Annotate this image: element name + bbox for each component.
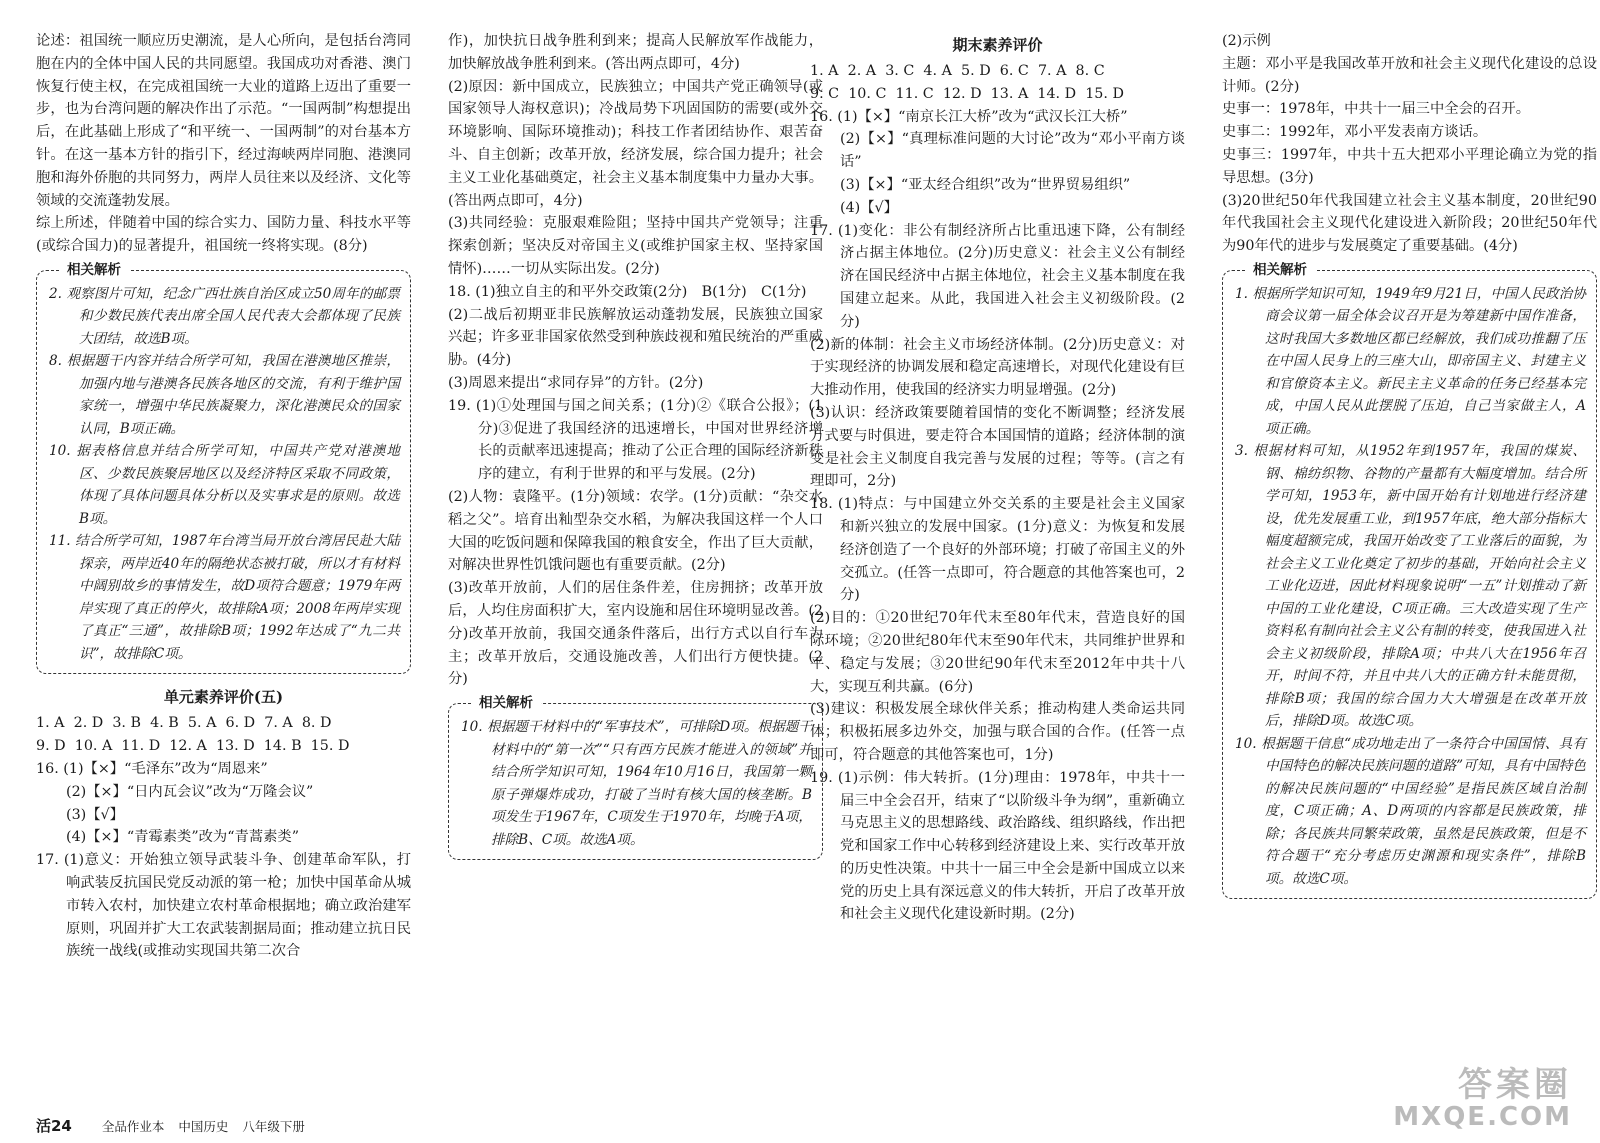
analysis-box — [1222, 261, 1597, 900]
analysis-box-title: 相关解析 — [1245, 260, 1315, 280]
answer-paragraph: (2)原因：新中国成立，民族独立；中国共产党正确领导(或国家领导人海权意识)；冷战局势下巩固国防的需要(或外交环境影响、国际环境推动)；科技工作者团结协作、艰苦奋斗、自主创新；改革开放，经济发展，综合国力提升；社会主义工业化基础奠定，社会主义基本制度集中力量办大事。(答出两点即可，4分) — [448, 78, 823, 209]
answer-paragraph: 18. (1)特点：与中国建立外交关系的主要是社会主义国家和新兴独立的发展中国家。(1分)意义：为恢复和发展经济创造了一个良好的外部环境；打破了帝国主义的外交孤立。(任答一点即可，符合题意的其他答案也可，2分) — [810, 496, 1185, 604]
column-1 — [36, 30, 411, 963]
essay-paragraph: 论述：祖国统一顺应历史潮流，是人心所向，是包括台湾同胞在内的全体中国人民的共同愿望。我国成功对香港、澳门恢复行使主权，在完成祖国统一大业的道路上迈出了重要一步，也为台湾问题的解决作出了示范。“一国两制”构想提出后，在此基础上形成了“和平统一、一国两制”的对台基本方针。在这一基本方针的指引下，经过海峡两岸同胞、港澳同胞和海外侨胞的共同努力，两岸人员往来以及经济、文化等领域的交流蓬勃发展。 — [36, 33, 411, 209]
analysis-item: 10. 根据题干信息“成功地走出了一条符合中国国情、具有中国特色的解决民族问题的道路”可知，具有中国特色的解决民族问题的“中国经验”是指民族区域自治制度，C项正确；A、D两项的内容都是民族政策，排除；各民族共同繁荣政策，虽然是民族政策，但是不符合题干“充分考虑历史渊源和现实条件”，排除B项。故选C项。 — [1235, 735, 1586, 887]
answer-row: 1. A 2. D 3. B 4. B 5. A 6. D 7. A 8. D — [36, 715, 332, 732]
analysis-box — [448, 695, 823, 860]
analysis-item: 10. 根据题干材料中的“军事技术”，可排除D项。根据题干材料中的“第一次”“只有西方民族才能进入的领域”并结合所学知识可知，1964年10月16日，我国第一颗原子弹爆炸成功，打破了当时有核大国的核垄断。B项发生于1967年，C项发生于1970年，均晚于A项，排除B、C项。故选A项。 — [461, 719, 812, 848]
q16-line: (4)【√】 — [840, 199, 898, 216]
column-4 — [1222, 30, 1597, 909]
essay-paragraph: 综上所述，伴随着中国的综合实力、国防力量、科技水平等(或综合国力)的显著提升，祖国统一终将实现。(8分) — [36, 215, 411, 255]
watermark-url: MXQE.COM — [1393, 1102, 1572, 1132]
q16-line: (4)【×】“青霉素类”改为“青蒿素类” — [66, 829, 300, 846]
q16-line: (2)【×】“日内瓦会议”改为“万隆会议” — [66, 783, 314, 800]
q16-line: (3)【×】“亚太经合组织”改为“世界贸易组织” — [840, 176, 1131, 193]
answer-paragraph: 17. (1)变化：非公有制经济所占比重迅速下降，公有制经济占据主体地位。(2分)历史意义：社会主义公有制经济在国民经济中占据主体地位，社会主义基本制度在我国建立起来。从此，我国进入社会主义初级阶段。(2分) — [810, 222, 1185, 330]
answer-paragraph: (3)20世纪50年代我国建立社会主义基本制度，20世纪90年代我国社会主义现代化建设进入新阶段；20世纪50年代为90年代的进步与发展奠定了重要基础。(4分) — [1222, 192, 1597, 255]
analysis-box-title: 相关解析 — [471, 693, 541, 713]
subject-name: 中国历史 — [178, 1119, 229, 1134]
answer-paragraph: 史事三：1997年，中共十五大把邓小平理论确立为党的指导思想。(3分) — [1222, 146, 1597, 186]
analysis-item: 3. 根据材料可知，从1952年到1957年，我国的煤炭、钢、棉纺织物、谷物的产量都有大幅度增加。结合所学可知，1953年，新中国开始有计划地进行经济建设，优先发展重工业，到1957年底，绝大部分指标大幅度超额完成，我国开始改变了工业落后的面貌，为社会主义工业化奠定了初步的基础，开始向社会主义工业化迈进，因此材料现象说明“一五”计划推动了新中国的工业化建设，C项正确。三大改造实现了生产资料私有制向社会主义公有制的转变，使我国进入社会主义初级阶段，排除A项；中共八大在1956年召开，时间不符，并且中共八大的正确方针未能贯彻，排除B项；我国的综合国力大大增强是在改革开放后，排除D项。故选C项。 — [1235, 443, 1586, 730]
page-footer — [36, 1115, 315, 1137]
section-heading: 期末素养评价 — [952, 36, 1043, 54]
answer-row: 9. D 10. A 11. D 12. A 13. D 14. B 15. D — [36, 738, 350, 755]
analysis-item: 11. 结合所学可知，1987年台湾当局开放台湾居民赴大陆探亲，两岸近40年的隔绝状态被打破，所以才有材料中阔别故乡的事情发生，故D项符合题意；1979年两岸实现了真正的停火，故排除A项；2008年两岸实现了真正“三通”，故排除B项；1992年达成了“九二共识”，故排除C项。 — [49, 533, 400, 662]
answer-paragraph: (3)共同经验：克服艰难险阻；坚持中国共产党领导；注重探索创新；坚决反对帝国主义(或维护国家主权、坚持家国情怀)……一切从实际出发。(2分) — [448, 215, 823, 277]
answer-paragraph: 19. (1)示例：伟大转折。(1分)理由：1978年，中共十一届三中全会召开，结束了“以阶级斗争为纲”，重新确立马克思主义的思想路线、政治路线、组织路线，作出把党和国家工作中心转移到经济建设上来、实行改革开放的历史性决策。中共十一届三中全会是新中国成立以来党的历史上具有深远意义的伟大转折，开启了改革开放和社会主义现代化建设新时期。(2分) — [810, 769, 1185, 923]
answer-row: 9. C 10. C 11. C 12. D 13. A 14. D 15. D — [810, 85, 1124, 102]
answer-paragraph: (2)人物：袁隆平。(1分)领域：农学。(1分)贡献：“杂交水稻之父”。培育出籼型杂交水稻，为解决我国这样一个人口大国的吃饭问题和保障我国的粮食安全，作出了巨大贡献，对解决世界性饥饿问题也有重要贡献。(2分) — [448, 488, 823, 574]
analysis-box-title: 相关解析 — [59, 260, 129, 280]
answer-paragraph: (3)改革开放前，人们的居住条件差，住房拥挤；改革开放后，人均住房面积扩大，室内设施和居住环境明显改善。(2分)改革开放前，我国交通条件落后，出行方式以自行车为主；改革开放后，交通设施改善，人们出行方便快捷。(2分) — [448, 580, 823, 688]
analysis-item: 2. 观察图片可知，纪念广西壮族自治区成立50周年的邮票和少数民族代表出席全国人民代表大会都体现了民族大团结，故选B项。 — [49, 285, 400, 347]
q17-paragraph: 17. (1)意义：开始独立领导武装斗争、创建革命军队，打响武装反抗国民党反动派的第一枪；加快中国革命从城市转入农村，加快建立农村革命根据地；确立政治建军原则，巩固并扩大工农武装割据局面；推动建立抗日民族统一战线(或推动实现国共第二次合 — [36, 852, 411, 960]
answer-paragraph: 18. (1)独立自主的和平外交政策(2分) B(1分) C(1分) — [448, 283, 807, 300]
answer-row: 1. A 2. A 3. C 4. A 5. D 6. C 7. A 8. C — [810, 63, 1105, 79]
answer-paragraph: 史事一：1978年，中共十一届三中全会的召开。 — [1222, 101, 1531, 118]
q16-line: 16. (1)【×】“毛泽东”改为“周恩来” — [36, 761, 268, 778]
answer-paragraph: 主题：邓小平是我国改革开放和社会主义现代化建设的总设计师。(2分) — [1222, 55, 1597, 95]
analysis-box — [36, 261, 411, 675]
q16-line: (3)【√】 — [66, 806, 124, 823]
answer-paragraph: (3)建议：积极发展全球伙伴关系；推动构建人类命运共同体；积极拓展多边外交，加强与联合国的合作。(任答一点即可，符合题意的其他答案也可，1分) — [810, 701, 1185, 763]
answer-paragraph: (2)新的体制：社会主义市场经济体制。(2分)历史意义：对于实现经济的协调发展和稳定高速增长，对现代化建设有巨大推动作用，使我国的经济实力明显增强。(2分) — [810, 336, 1185, 399]
page-number: 活24 — [36, 1117, 72, 1135]
answer-paragraph: 作)，加快抗日战争胜利到来；提高人民解放军作战能力，加快解放战争胜利到来。(答出两点即可，4分) — [448, 33, 823, 72]
analysis-item: 10. 据表格信息并结合所学可知，中国共产党对港澳地区、少数民族聚居地区以及经济特区采取不同政策，体现了具体问题具体分析以及实事求是的原则。故选B项。 — [49, 443, 400, 527]
answer-paragraph: (2)示例 — [1222, 33, 1271, 49]
watermark-text: 答案圈 — [1458, 1065, 1572, 1105]
answer-paragraph: (3)认识：经济政策要随着国情的变化不断调整；经济发展方式要与时俱进，要走符合本国国情的道路；经济体制的演变是社会主义制度自我完善与发展的过程；等等。(言之有理即可，2分) — [810, 404, 1185, 490]
column-3 — [810, 30, 1185, 926]
answer-paragraph: 史事二：1992年，邓小平发表南方谈话。 — [1222, 124, 1488, 141]
column-2 — [448, 30, 823, 870]
analysis-item: 8. 根据题干内容并结合所学可知，我国在港澳地区推崇，加强内地与港澳各民族各地区的交流，有利于维护国家统一，增强中华民族凝聚力，深化港澳民众的国家认同，B项正确。 — [49, 353, 400, 437]
section-heading: 单元素养评价(五) — [163, 688, 284, 707]
q16-line: 16. (1)【×】“南京长江大桥”改为“武汉长江大桥” — [810, 108, 1128, 125]
analysis-item: 1. 根据所学知识可知，1949年9月21日，中国人民政治协商会议第一届全体会议召开是为筹建新中国作准备，这时我国大多数地区都已经解放，我们成功推翻了压在中国人民身上的三座大山，即帝国主义、封建主义和官僚资本主义。新民主主义革命的任务已经基本完成，中国人民从此摆脱了压迫，自己当家做主人，A项正确。 — [1235, 285, 1586, 437]
q16-line: (2)【×】“真理标准问题的大讨论”改为“邓小平南方谈话” — [840, 131, 1185, 171]
answer-paragraph: (2)二战后初期亚非民族解放运动蓬勃发展，民族独立国家兴起；许多亚非国家依然受到种族歧视和殖民统治的严重威胁。(4分) — [448, 306, 823, 369]
watermark-logo — [1393, 1067, 1572, 1131]
grade-name: 八年级下册 — [242, 1119, 305, 1134]
answer-paragraph: 19. (1)①处理国与国之间关系；(1分)②《联合公报》；(1分)③促进了我国经济的迅速增长，中国对世界经济增长的贡献率迅速提高；推动了公正合理的国际经济新秩序的建立，有利于世界的和平与发展。(2分) — [448, 397, 823, 483]
series-name: 全品作业本 — [101, 1119, 165, 1134]
answer-paragraph: (2)目的：①20世纪70年代末至80年代末，营造良好的国际环境；②20世纪80年代末至90年代末，共同维护世界和平、稳定与发展；③20世纪90年代末至2012年中共十八大，实现互利共赢。(6分) — [810, 610, 1185, 695]
answer-paragraph: (3)周恩来提出“求同存异”的方针。(2分) — [448, 374, 704, 391]
